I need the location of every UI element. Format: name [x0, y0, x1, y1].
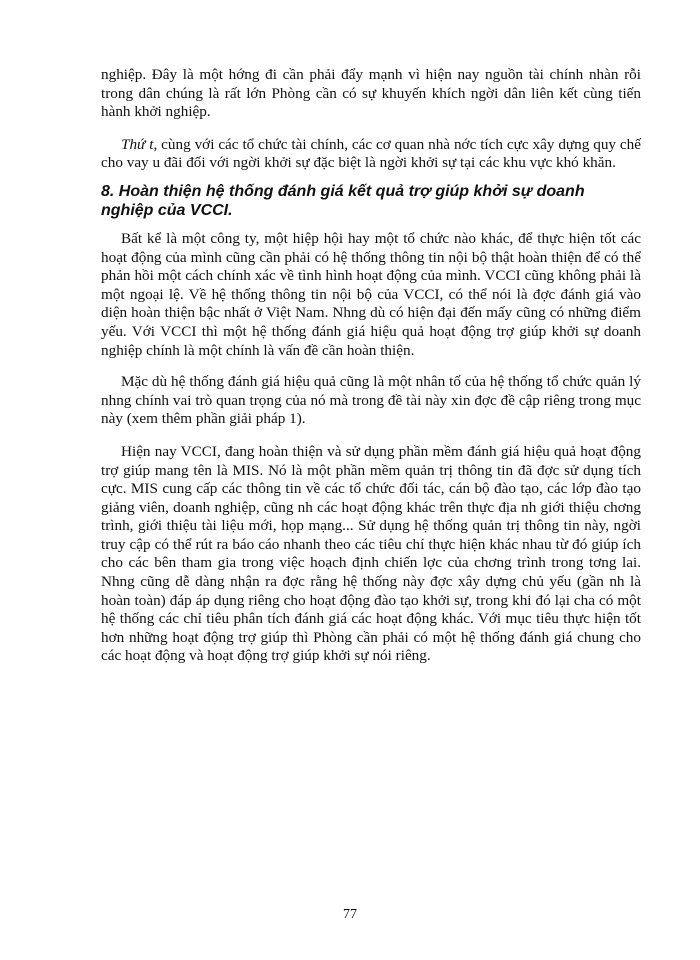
- paragraph-5: Hiện nay VCCI, đang hoàn thiện và sử dụng phần mềm đánh giá hiệu quả hoạt động trợ giúp mang tên là MIS. Nó là một phần mềm quản trị thông tin đã đợc sử dụng tích cực. MIS cung cấp các thông tin về các tổ chức đối tác, cán bộ đào tạo, các lớp đào tạo giảng viên, doanh nghiệp, cũng nh các hoạt động khác trên thực địa nh giới thiệu chơng trình, giới thiệu tài liệu mới, họp mạng... Sử dụng hệ thống quản trị thông tin này, ngời truy cập có thể rút ra báo cáo nhanh theo các tiêu chí thực hiện khác nhau từ đó giúp ích cho các bên tham gia trong việc hoạch định chiến lợc của chơng trình trong tơng lai. Nhng cũng dễ dàng nhận ra đợc rằng hệ thống này đợc xây dựng chủ yếu (gần nh là hoàn toàn) đáp áp dụng riêng cho hoạt động đào tạo khởi sự, trong khi đó lại cha có một hệ thống các chỉ tiêu phân tích đánh giá các hoạt động khác. Với mục tiêu thực hiện tốt hơn những hoạt động trợ giúp thì Phòng cần phải có một hệ thống đánh giá chung cho các hoạt động và hoạt động trợ giúp khởi sự nói riêng.: [101, 442, 641, 665]
- paragraph-2-lead: Thứ t: [121, 135, 154, 153]
- section-heading: 8. Hoàn thiện hệ thống đánh giá kết quả trợ giúp khởi sự doanh nghiệp của VCCI.: [101, 182, 585, 219]
- page-number: 77: [343, 907, 357, 922]
- paragraph-4: Mặc dù hệ thống đánh giá hiệu quả cũng là một nhân tố của hệ thống tổ chức quản lý nhng chính vai trò quan trọng của nó mà trong đề tài này xin đợc đề cập riêng trong mục này (xem thêm phần giải pháp 1).: [101, 373, 641, 428]
- paragraph-2-text: , cùng với các tổ chức tài chính, các cơ quan nhà nớc tích cực xây dựng quy chế cho vay u đãi đối với ngời khởi sự đặc biệt là ngời khởi sự tại các khu vực khó khăn.: [101, 135, 641, 172]
- paragraph-3: Bất kể là một công ty, một hiệp hội hay một tổ chức nào khác, để thực hiện tốt các hoạt động của mình cũng cần phải có hệ thống thông tin nội bộ thật hoàn thiện để có thể phản hồi một cách chính xác về tình hình hoạt động của mình. VCCI cũng không phải là một ngoại lệ. Về hệ thống thông tin nội bộ của VCCI, có thể nói là đợc đánh giá vào diện hoàn thiện bậc nhất ở Việt Nam. Nhng dù có hiện đại đến mấy cũng có những điểm yếu. Với VCCI thì một hệ thống đánh giá hiệu quả hoạt động trợ giúp khởi sự doanh nghiệp chính là một chính là vấn đề cần hoàn thiện.: [101, 229, 641, 359]
- paragraph-1: nghiệp. Đây là một hớng đi cần phải đẩy mạnh vì hiện nay nguồn tài chính nhàn rỗi trong dân chúng là rất lớn Phòng cần có sự khuyến khích ngời dân liên kết cùng tiến hành khởi nghiệp.: [101, 66, 641, 121]
- paragraph-2: [101, 136, 641, 173]
- document-body: [101, 66, 641, 666]
